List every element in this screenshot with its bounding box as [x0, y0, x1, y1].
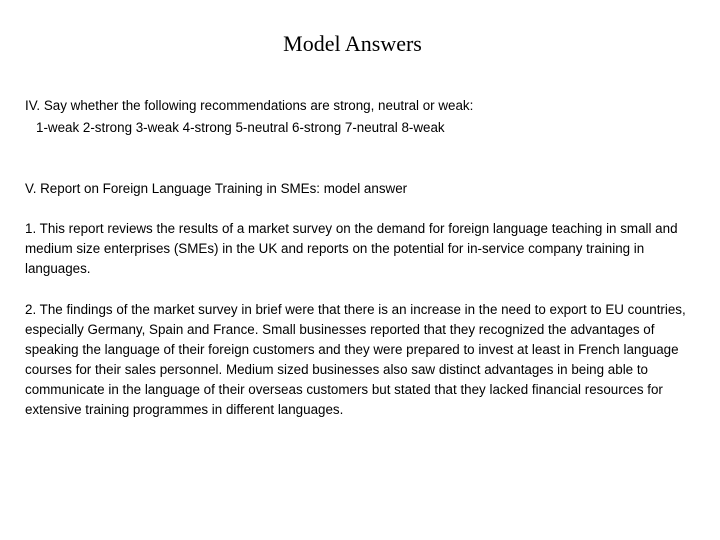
- section-v-heading: V. Report on Foreign Language Training in SMEs: model answer: [25, 181, 408, 196]
- section-iv-heading: IV. Say whether the following recommendations are strong, neutral or weak:: [25, 98, 474, 113]
- section-iv-answers: 1-weak 2-strong 3-weak 4-strong 5-neutral 6-strong 7-neutral 8-weak: [36, 120, 445, 135]
- page-title-text: Model Answers: [283, 31, 422, 56]
- page-title: [25, 30, 720, 58]
- report-paragraph-1: 1. This report reviews the results of a market survey on the demand for foreign language teaching in small and medium size enterprises (SMEs) in the UK and reports on the potential for in-service company training in languages.: [25, 221, 678, 276]
- report-paragraph-2: 2. The findings of the market survey in brief were that there is an increase in the need to export to EU countries, especially Germany, Spain and France. Small businesses reported that they recognized the advantages of speaking the language of their foreign customers and they were prepared to invest at least in French language courses for their sales personnel. Medium sized businesses also saw distinct advantages in being able to communicate in the language of their overseas customers but stated that they lacked financial resources for extensive training programmes in different languages.: [25, 302, 686, 417]
